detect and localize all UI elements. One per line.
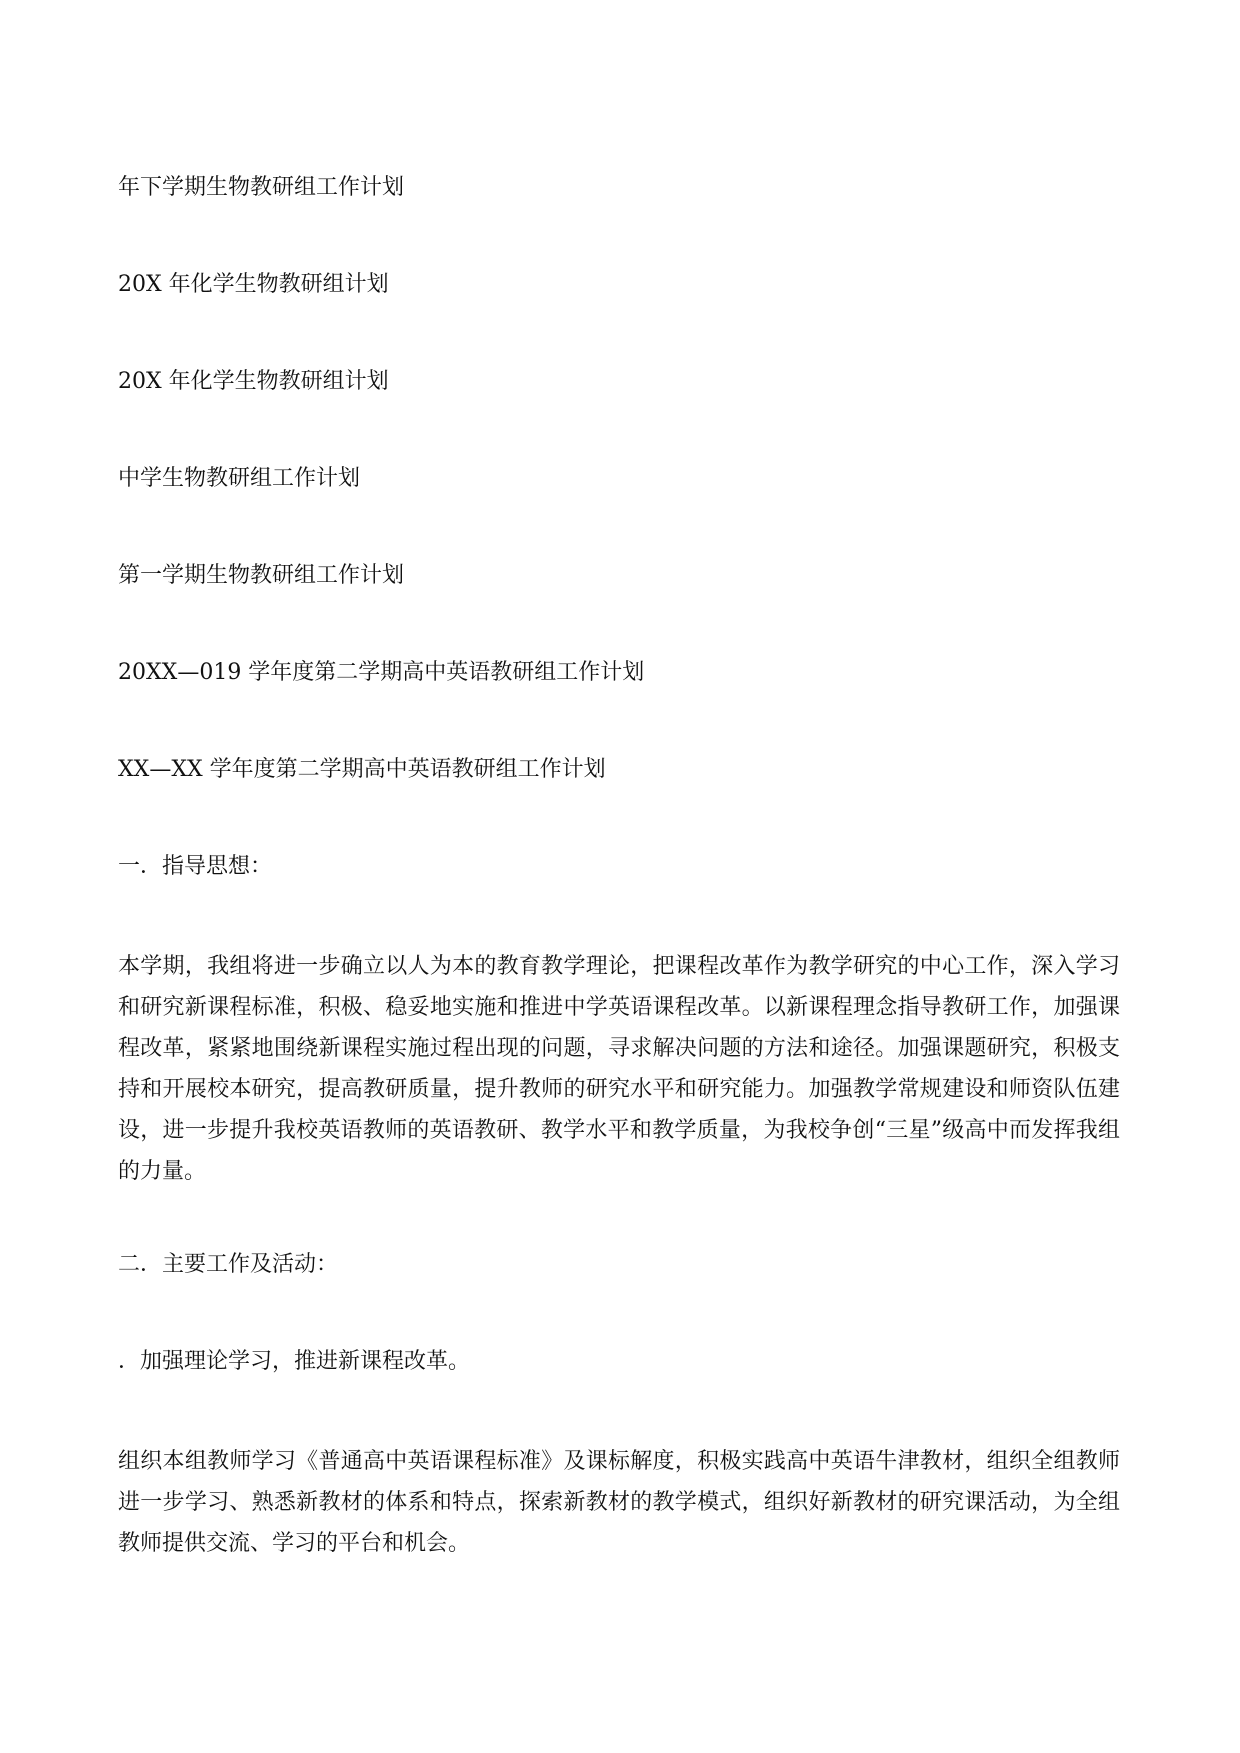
list-title-3: 20X 年化学生物教研组计划 (118, 369, 389, 394)
section-heading-guiding-ideology: 一．指导思想： (118, 854, 273, 879)
guiding-ideology-paragraph: 本学期，我组将进一步确立以人为本的教育教学理论，把课程改革作为教学研究的中心工作，深入学习和研究新课程标准，积极、稳妥地实施和推进中学英语课程改革。以新课程理念指导教研工作，加强课程改革，紧紧地围绕新课程实施过程出现的问题，寻求解决问题的方法和途径。加强课题研究，积极支持和开展校本研究，提高教研质量，提升教师的研究水平和研究能力。加强教学常规建设和师资队伍建设，进一步提升我校英语教师的英语教研、教学水平和教学质量，为我校争创“三星”级高中而发挥我组的力量。 (118, 954, 1120, 1184)
theory-study-paragraph: 组织本组教师学习《普通高中英语课程标准》及课标解度，积极实践高中英语牛津教材，组织全组教师进一步学习、熟悉新教材的体系和特点，探索新教材的教学模式，组织好新教材的研究课活动，为全组教师提供交流、学习的平台和机会。 (118, 1449, 1120, 1556)
list-title-4: 中学生物教研组工作计划 (118, 466, 361, 491)
section-heading-main-work: 二．主要工作及活动： (118, 1252, 339, 1277)
subsection-heading-theory-study: ．加强理论学习，推进新课程改革。 (118, 1349, 471, 1374)
list-title-6: 20XX—019 学年度第二学期高中英语教研组工作计划 (118, 660, 645, 685)
list-title-2: 20X 年化学生物教研组计划 (118, 272, 389, 297)
list-title-5: 第一学期生物教研组工作计划 (118, 563, 405, 588)
list-title-7: XX—XX 学年度第二学期高中英语教研组工作计划 (118, 757, 606, 782)
list-title-1: 年下学期生物教研组工作计划 (118, 175, 405, 200)
document-body (118, 170, 1120, 1619)
